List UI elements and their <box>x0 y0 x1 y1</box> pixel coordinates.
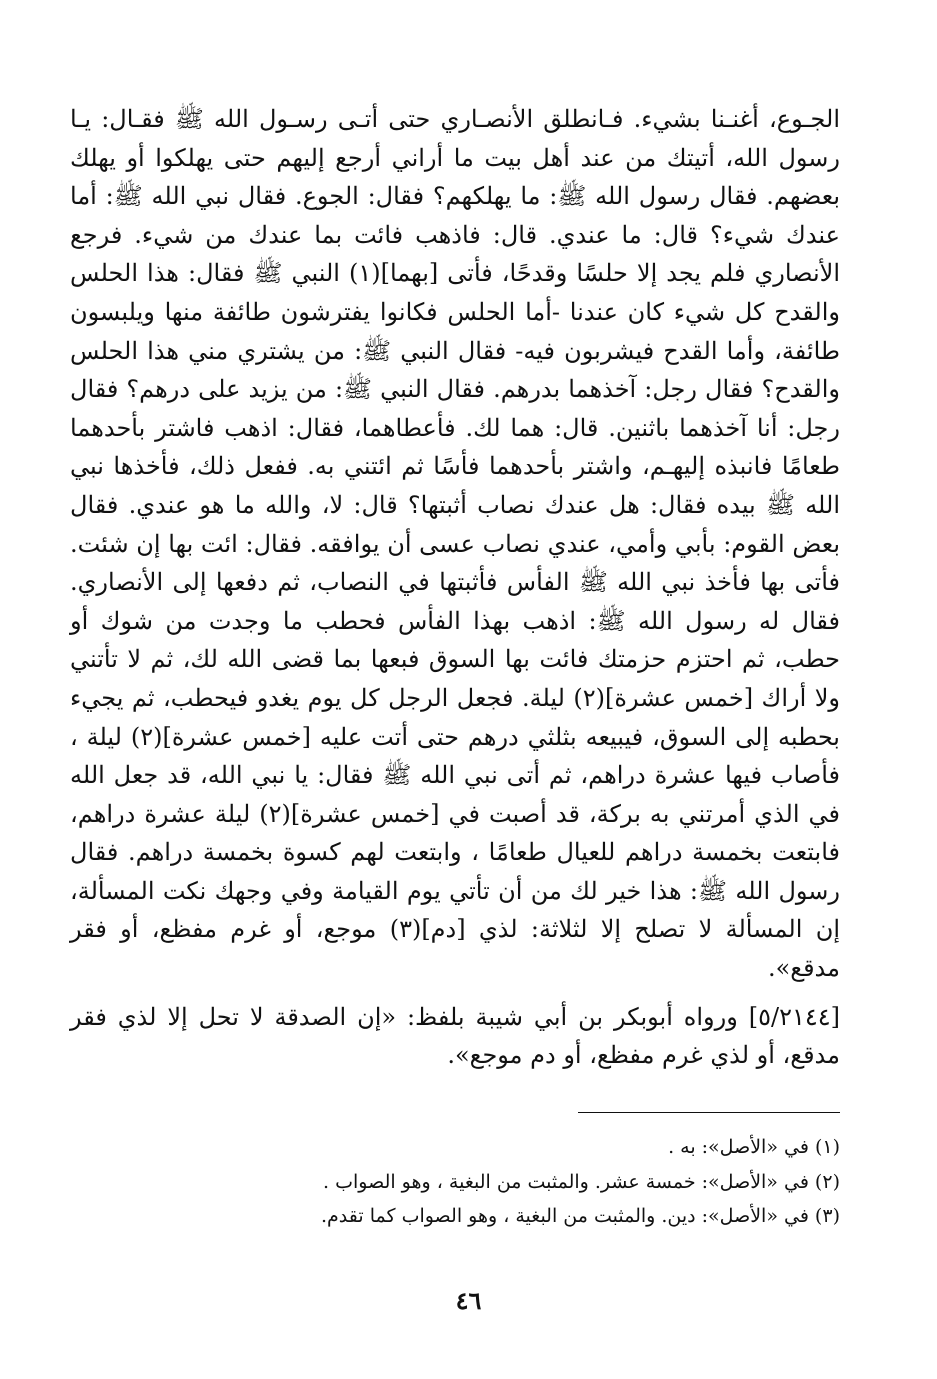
footnote-separator <box>578 1112 840 1113</box>
main-text <box>70 100 840 1075</box>
footnote-3: (٣) في «الأصل»: دين. والمثبت من البغية ، وهو الصواب كما تقدم. <box>321 1205 840 1227</box>
footnote-2: (٢) في «الأصل»: خمسة عشر. والمثبت من البغية ، وهو الصواب . <box>323 1170 840 1193</box>
footnotes <box>250 1130 840 1234</box>
hadith-paragraph-narration: [٥/٢١٤٤] ورواه أبوبكر بن أبي شيبة بلفظ: «إن الصدقة لا تحل إلا لذي فقر مدقع، أو لذي غرم مفظع، أو دم موجع». <box>70 1002 841 1070</box>
footnote-1: (١) في «الأصل»: به . <box>668 1136 840 1158</box>
page-number: ٤٦ <box>455 1286 482 1315</box>
hadith-paragraph: الجـوع، أغنـنا بشيء. فـانطلق الأنصـاري حتى أتـى رسـول الله ﷺ فقـال: يـا رسول الله، أتيتك من عند أهل بيت ما أراني أرجع إليهم حتى يهلكوا أو يهلك بعضهم. فقال رسول الله ﷺ: ما يهلكهم؟ فقال: الجوع. فقال نبي الله ﷺ: أما عندك شيء؟ قال: ما عندي. قال: فاذهب فائت بما عندك من شيء. فرجع الأنصاري فلم يجد إلا حلسًا وقدحًا، فأتى [بهما](١) النبي ﷺ فقال: هذا الحلس والقدح كل شيء كان عندنا -أما الحلس فكانوا يفترشون طائفة منها ويلبسون طائفة، وأما القدح فيشربون فيه- فقال النبي ﷺ: من يشتري مني هذا الحلس والقدح؟ فقال رجل: آخذهما بدرهم. فقال النبي ﷺ: من يزيد على درهم؟ فقال رجل: أنا آخذهما باثنين. قال: هما لك. فأعطاهما، فقال: اذهب فاشتر بأحدهما طعامًا فانبذه إليهـم، واشتر بأحدهما فأسًا ثم ائتني به. ففعل ذلك، فأخذها نبي الله ﷺ بيده فقال: هل عندك نصاب أثبتها؟ قال: لا، والله ما هو عندي. فقال بعض القوم: بأبي وأمي، عندي نصاب عسى أن يوافقه. فقال: ائت بها إن شئت. فأتى بها فأخذ نبي الله ﷺ الفأس فأثبتها في النصاب، ثم دفعها إلى الأنصاري. فقال له رسول الله ﷺ: اذهب بهذا الفأس فحطب ما وجدت من شوك أو حطب، ثم احتزم حزمتك فائت بها السوق فبعها بما قضى الله لك، ثم لا تأتني ولا أراك [خمس عشرة](٢) ليلة. فجعل الرجل كل يوم يغدو فيحطب، ثم يجيء بحطبه إلى السوق، فيبيعه بثلثي درهم حتى أتت عليه [خمس عشرة](٢) ليلة ، فأصاب فيها عشرة دراهم، ثم أتى نبي الله ﷺ فقال: يا نبي الله، قد جعل الله في الذي أمرتني به بركة، قد أصبت في [خمس عشرة](٢) ليلة عشرة دراهم، فابتعت بخمسة دراهم للعيال طعامًا ، وابتعت لهم كسوة بخمسة دراهم. فقال رسول الله ﷺ: هذا خير لك من أن تأتي يوم القيامة وفي وجهك نكت المسألة، إن المسألة لا تصلح إلا لثلاثة: لذي [دم](٣) موجع، أو غرم مفظع، أو فقر مدقع». <box>70 105 841 983</box>
